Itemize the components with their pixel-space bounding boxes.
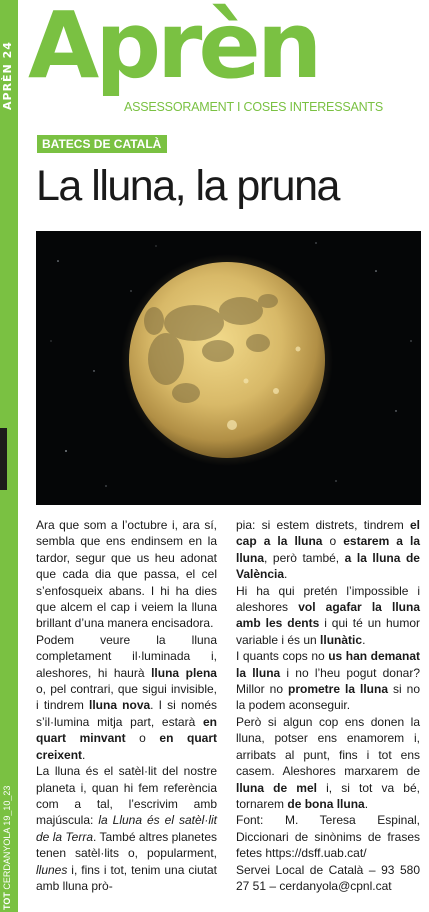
publication-footer: [2, 765, 16, 910]
article-body-column-2: [236, 517, 420, 894]
bold-phrase: vol agafar la lluna amb les dents: [236, 600, 420, 631]
body-paragraph: [36, 632, 217, 763]
bold-phrase: llunàtic: [320, 632, 363, 647]
text-run: Font: M. Teresa Espinal, Diccionari de sinònims de frases fetes https://dsff.uab.cat/: [236, 813, 420, 861]
body-paragraph: [36, 763, 217, 894]
body-paragraph: [236, 583, 420, 649]
bold-phrase: prometre la lluna: [288, 682, 388, 697]
body-paragraph: [236, 517, 420, 583]
text-run: .: [364, 796, 369, 811]
text-run: La lluna és el satèl·lit del nostre planeta i, quan hi fem referència com a tal, l’escrivim amb majúscula:: [36, 764, 217, 828]
body-paragraph: [236, 648, 420, 714]
text-run: o: [322, 534, 344, 549]
text-run: Ara que som a l’octubre i, ara sí, sembla que ens endinsem en la tardor, segur que us heu adonat que cada dia que passa, el cel s’enfosqueix abans. I hi ha dies que alcem el cap i veiem la lluna brillant d’una manera encisadora.: [36, 518, 217, 631]
italic-phrase: llunes: [36, 862, 68, 877]
text-run: Però si algun cop ens donen la lluna, potser ens enamorem i, arribats al punt, fins i tot ens casem. Aleshores marxarem de: [236, 714, 420, 779]
bold-phrase: lluna nova: [89, 698, 151, 713]
text-run: .: [82, 747, 86, 762]
article-body-column-1: [36, 517, 217, 894]
body-paragraph: [236, 862, 420, 895]
bold-phrase: en quart creixent: [36, 731, 218, 762]
section-masthead: Aprèn: [28, 0, 319, 99]
bold-phrase: a la lluna de València: [236, 550, 420, 582]
text-run: i, fins i tot, tenim una ciutat amb lluna prò-: [36, 862, 217, 893]
text-run: i qui té un humor variable i és un: [236, 616, 421, 647]
body-paragraph: [236, 714, 420, 812]
full-moon-photo: [36, 231, 421, 505]
bold-phrase: us han demanat la lluna: [236, 649, 420, 680]
bold-phrase: el cap a la lluna: [236, 518, 420, 549]
body-paragraph: [36, 517, 217, 632]
italic-phrase: la Lluna és el satèl·lit de la Terra: [36, 813, 217, 844]
text-run: , però també,: [264, 550, 345, 565]
publication-name: TOT: [2, 892, 12, 910]
text-run: Servei Local de Català – 93 580 27 51 – cerdanyola@cpnl.cat: [236, 862, 420, 893]
text-run: .: [284, 567, 288, 582]
text-run: . I si només s’il·lumina mitja part, estarà: [36, 698, 217, 729]
page-label: APRÈN 24: [1, 41, 14, 110]
bold-phrase: estarem a la lluna: [236, 534, 420, 565]
text-run: . També altres planetes tenen satèl·lits o, popularment,: [36, 829, 217, 861]
side-tab-marker: [0, 428, 7, 490]
publication-date: CERDANYOLA 19_10_23: [2, 785, 12, 893]
article-headline: La lluna, la pruna: [36, 162, 339, 210]
text-run: o: [125, 731, 160, 746]
text-run: pia: si estem distrets, tindrem: [236, 518, 410, 532]
bold-phrase: lluna plena: [151, 665, 217, 680]
body-paragraph: [236, 812, 420, 861]
text-run: i, si tot va bé, tornarem: [236, 780, 420, 811]
text-run: I quants cops no: [236, 649, 329, 664]
text-run: o, pel contrari, que sigui invisible, i tindrem: [36, 682, 217, 713]
bold-phrase: en quart minvant: [36, 714, 217, 746]
text-run: i no l’heu pogut donar? Millor no: [236, 665, 420, 697]
section-tag: BATECS DE CATALÀ: [37, 135, 167, 153]
moon-image: [36, 231, 421, 505]
bold-phrase: lluna de mel: [236, 780, 317, 795]
text-run: Podem veure la lluna completament il·luminada i, aleshores, hi haurà: [36, 632, 217, 680]
text-run: si no la podem aconseguir.: [236, 682, 420, 713]
text-run: Hi ha qui pretén l’impossible i aleshores: [236, 583, 420, 615]
bold-phrase: de bona lluna: [287, 796, 365, 811]
masthead-tagline: ASSESSORAMENT I COSES INTERESSANTS: [124, 100, 384, 114]
text-run: .: [362, 632, 366, 647]
